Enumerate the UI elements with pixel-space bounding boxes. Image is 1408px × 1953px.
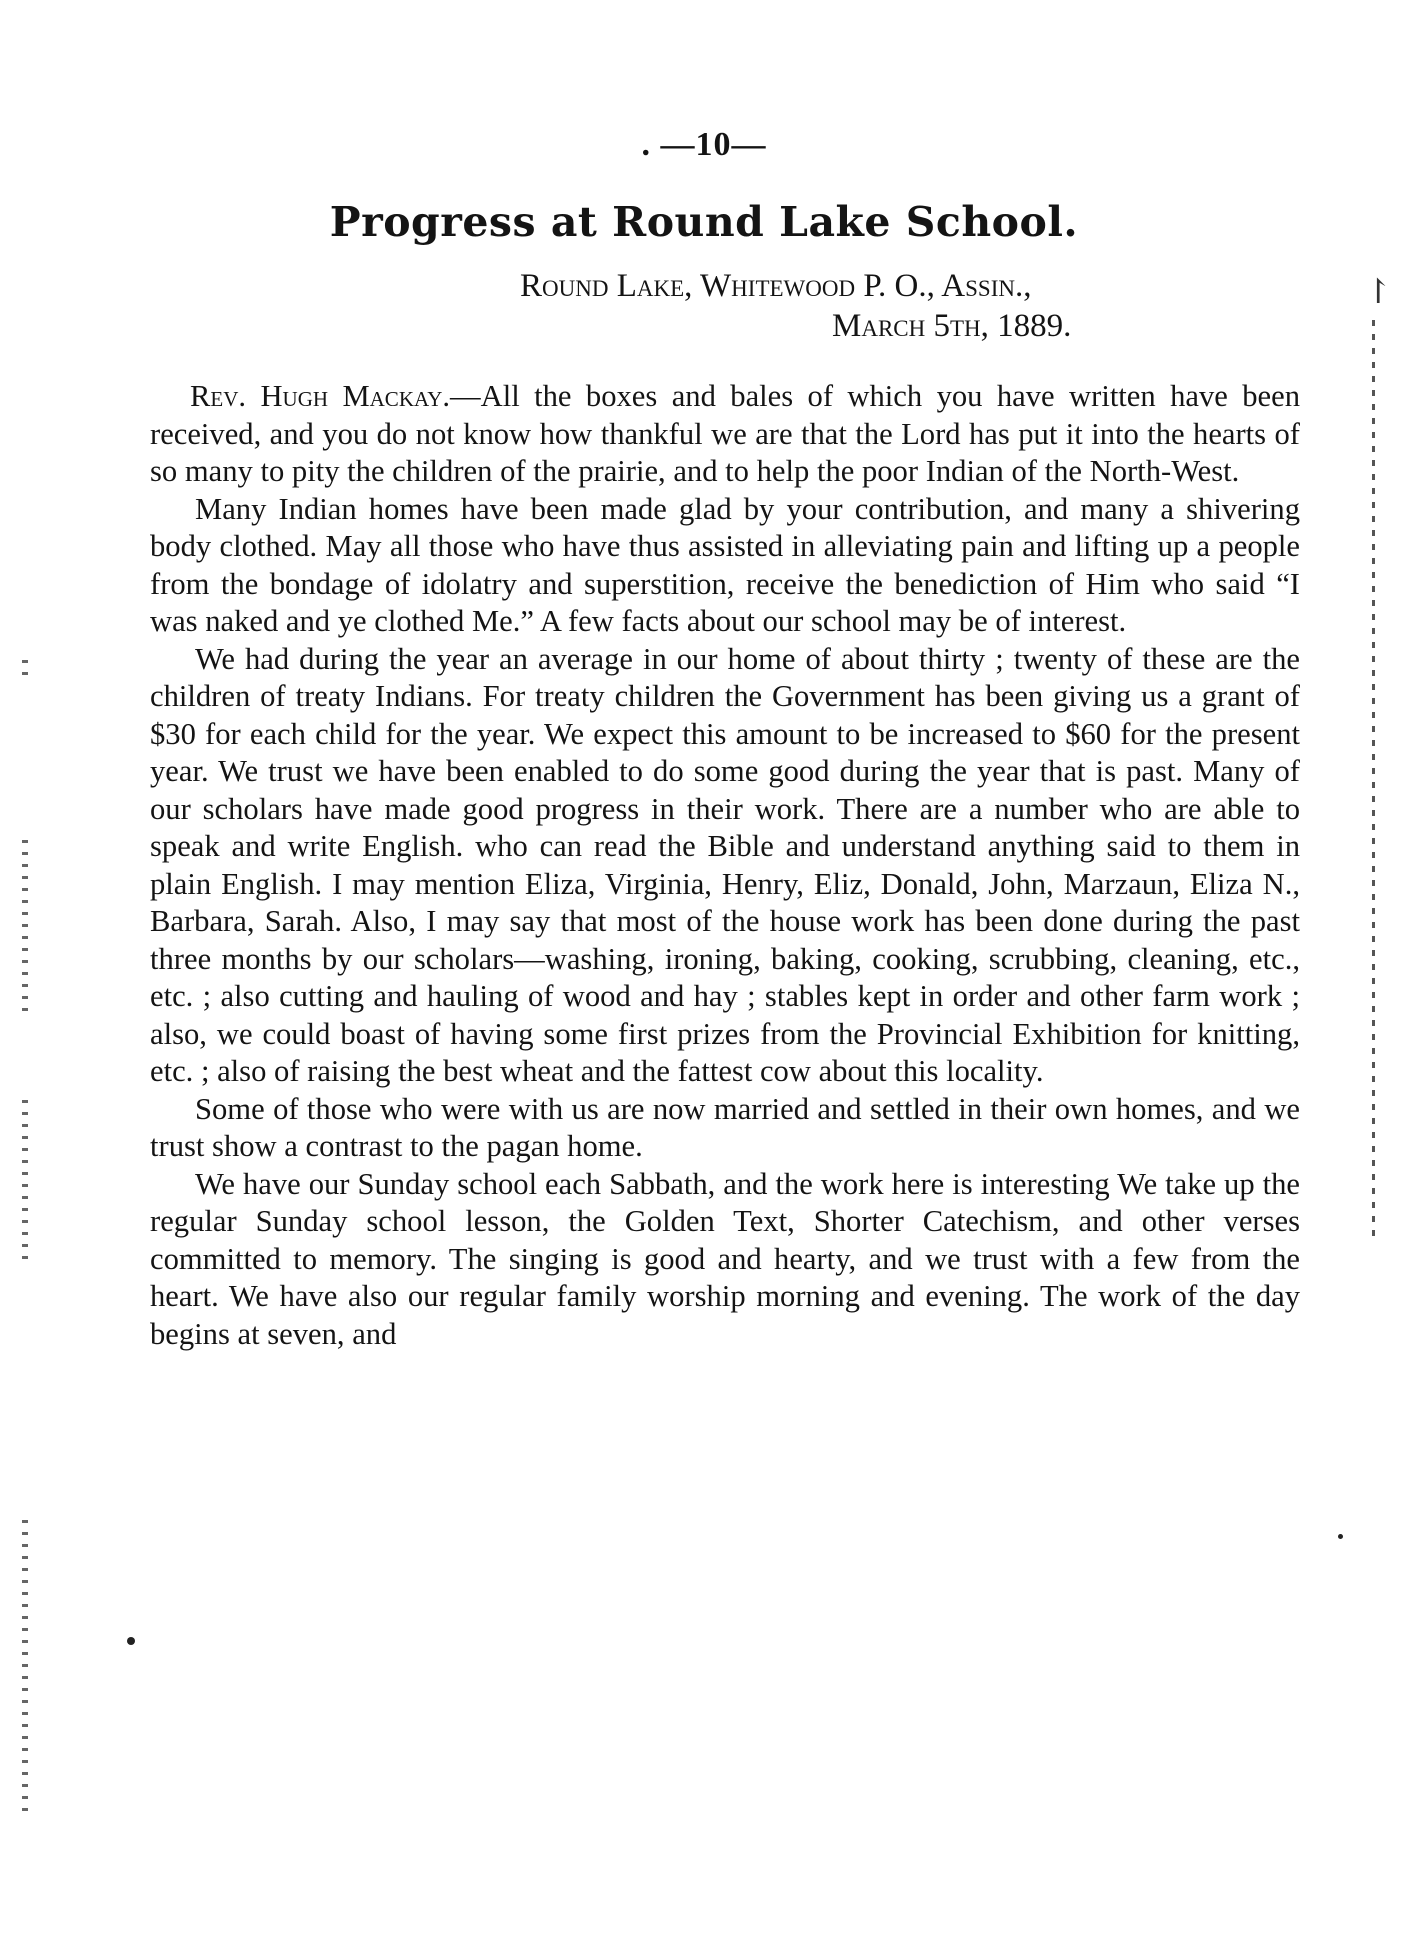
margin-hook-mark: ↾ <box>1364 274 1393 311</box>
paragraph-1 <box>150 378 1300 491</box>
salutation: Rev. Hugh Mackay. <box>190 379 451 413</box>
margin-bullet <box>127 1637 135 1645</box>
page-number: . —10— <box>641 126 767 163</box>
dateline-place: Round Lake, Whitewood P. O., Assin., <box>520 268 1032 304</box>
letter-body <box>150 378 1300 1353</box>
margin-dot <box>1338 1534 1343 1539</box>
dateline-date: March 5th, 1889. <box>832 308 1072 344</box>
paragraph-2: Many Indian homes have been made glad by your contribution, and many a shivering body clothed. May all those who have thus assisted in alleviating pain and lifting up a people from the bondage of idolatry and superstition, receive the benediction of Him who said “I was naked and ye clothed Me.” A few facts about our school may be of interest. <box>150 491 1300 638</box>
paragraph-5: We have our Sunday school each Sabbath, and the work here is interesting We take up the regular Sunday school lesson, the Golden Text, Shorter Catechism, and other verses committed to memory. The singing is good and hearty, and we trust with a few from the heart. We have also our regular family worship morning and evening. The work of the day begins at seven, and <box>150 1166 1300 1351</box>
paragraph-1-text: —All the boxes and bales of which you have written have been received, and you do not know how thankful we are that the Lord has put it into the hearts of so many to pity the children of the prairie, and to help the poor Indian of the North-West. <box>150 379 1300 488</box>
left-margin-specks <box>22 840 28 1020</box>
article-title: Progress at Round Lake School. <box>329 198 1079 246</box>
right-margin-rule <box>1372 320 1375 1240</box>
paragraph-3: We had during the year an average in our home of about thirty ; twenty of these are the children of treaty Indians. For treaty children the Government has been giving us a grant of $30 for each child for the year. We expect this amount to be increased to $60 for the present year. We trust we have been enabled to do some good during the year that is past. Many of our scholars have made good progress in their work. There are a number who are able to speak and write English. who can read the Bible and understand anything said to them in plain English. I may mention Eliza, Virginia, Henry, Eliz, Donald, John, Marzaun, Eliza N., Barbara, Sarah. Also, I may say that most of the house work has been done during the past three months by our scholars—washing, ironing, baking, cooking, scrubbing, cleaning, etc., etc. ; also cutting and hauling of wood and hay ; stables kept in order and other farm work ; also, we could boast of having some first prizes from the Provincial Exhibition for knitting, etc. ; also of raising the best wheat and the fattest cow about this locality. <box>150 641 1300 1088</box>
left-margin-specks <box>22 1100 28 1260</box>
left-margin-specks <box>22 660 28 680</box>
paragraph-4: Some of those who were with us are now married and settled in their own homes, and we trust show a contrast to the pagan home. <box>150 1091 1300 1163</box>
left-margin-specks <box>22 1520 28 1820</box>
